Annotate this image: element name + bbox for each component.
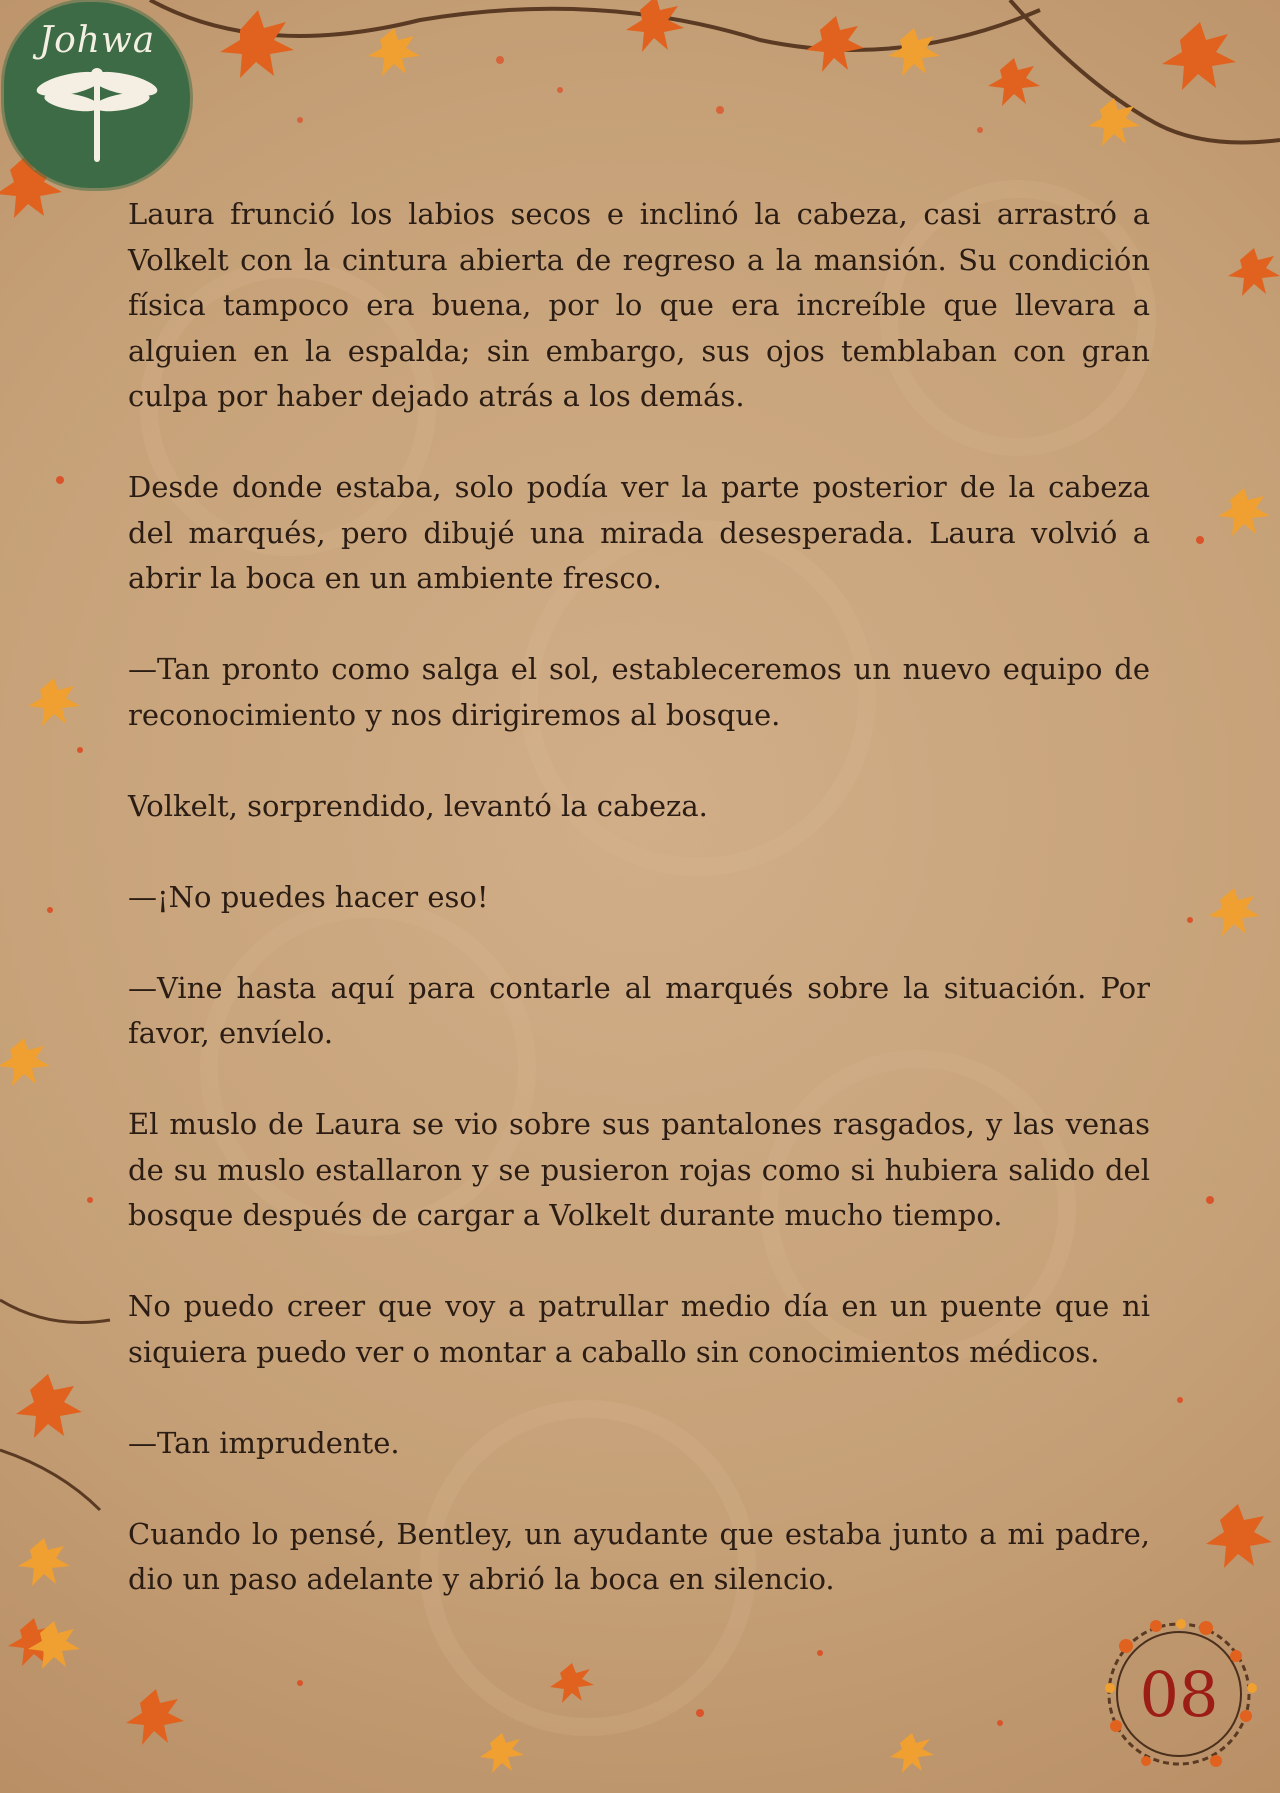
paragraph: El muslo de Laura se vio sobre sus pantalones rasgados, y las venas de su muslo estallaron y se pusieron rojas como si hubiera salido del bosque después de cargar a Volkelt durante mucho tiempo. — [128, 1107, 1150, 1232]
page-number-badge — [1086, 1596, 1272, 1782]
story-text — [128, 192, 1150, 1648]
paragraph: Volkelt, sorprendido, levantó la cabeza. — [128, 788, 708, 823]
autumn-leaves-left-border — [0, 150, 120, 1750]
paragraph: No puedo creer que voy a patrullar medio día en un puente que ni siquiera puedo ver o montar a caballo sin conocimientos médicos. — [128, 1289, 1150, 1369]
autumn-leaves-top-border — [0, 0, 1280, 170]
autumn-leaves-right-border — [1160, 200, 1280, 1600]
paragraph: —Vine hasta aquí para contarle al marqués sobre la situación. Por favor, envíelo. — [128, 970, 1150, 1050]
logo-text: Johwa — [38, 20, 156, 61]
paragraph: —Tan imprudente. — [128, 1425, 400, 1460]
paragraph: Desde donde estaba, solo podía ver la parte posterior de la cabeza del marqués, pero dibujé una mirada desesperada. Laura volvió a abrir la boca en un ambiente fresco. — [128, 470, 1150, 595]
page-number: 08 — [1139, 1658, 1219, 1731]
paragraph: Cuando lo pensé, Bentley, un ayudante que estaba junto a mi padre, dio un paso adelante y abrió la boca en silencio. — [128, 1516, 1150, 1596]
paragraph: —Tan pronto como salga el sol, estableceremos un nuevo equipo de reconocimiento y nos dirigiremos al bosque. — [128, 652, 1150, 732]
paragraph: —¡No puedes hacer eso! — [128, 879, 489, 914]
dragonfly-icon — [32, 66, 162, 166]
paragraph: Laura frunció los labios secos e inclinó la cabeza, casi arrastró a Volkelt con la cintura abierta de regreso a la mansión. Su condición física tampoco era buena, por lo que era increíble que llevara a alguien en la espalda; sin embargo, sus ojos temblaban con gran culpa por haber dejado atrás a los demás. — [128, 197, 1150, 413]
johwa-logo — [4, 2, 190, 188]
